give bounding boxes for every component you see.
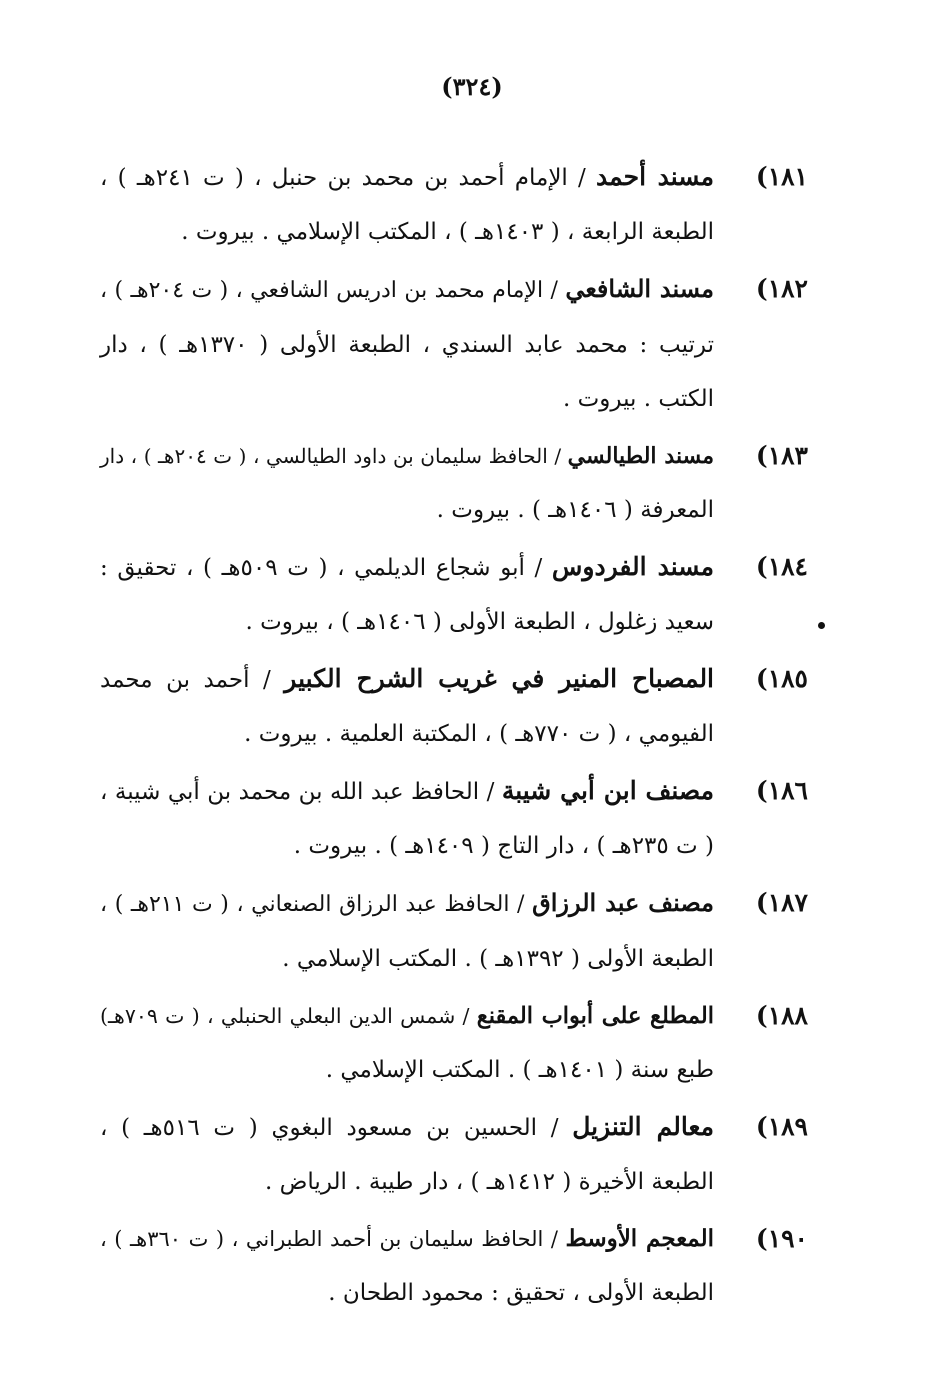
- entry-continuation-line: ( ت ٢٣٥هـ ) ، دار التاج ( ١٤٠٩هـ ) . بيروت .: [293, 833, 714, 859]
- entry-number: ١٨٢): [755, 274, 808, 303]
- entry-details: / أحمد بن محمد: [100, 667, 285, 693]
- entry-title: المطلع على أبواب المقنع: [476, 1003, 714, 1029]
- entry-number: ١٨٧): [755, 888, 808, 917]
- entry-first-line: [100, 150, 714, 205]
- entry-first-line: [100, 989, 714, 1043]
- entry-details: / الحسين بن مسعود البغوي ( ت ٥١٦هـ ) ،: [100, 1115, 573, 1141]
- entry-title: المعجم الأوسط: [565, 1225, 714, 1252]
- entry-number: ١٨٩): [755, 1112, 808, 1141]
- bibliography-entry: [100, 150, 808, 259]
- entry-continuation-line: الطبعة الأخيرة ( ١٤١٢هـ ) ، دار طيبة . الرياض .: [265, 1169, 714, 1195]
- entry-number: ١٨١): [755, 162, 808, 191]
- entry-details: / الإمام أحمد بن محمد بن حنبل ، ( ت ٢٤١هـ ) ،: [100, 165, 597, 191]
- entry-first-line: [100, 764, 714, 819]
- entry-details: / أبو شجاع الديلمي ، ( ت ٥٠٩هـ ) ، تحقيق :: [100, 555, 552, 581]
- entry-title: مسند الفردوس: [551, 552, 714, 581]
- entry-details: / الحافظ سليمان بن داود الطيالسي ، ( ت ٢٠٤هـ ) ، دار: [100, 444, 568, 468]
- entry-first-line: [100, 652, 714, 707]
- entry-continuation-line: الفيومي ، ( ت ٧٧٠هـ ) ، المكتبة العلمية . بيروت .: [244, 721, 714, 747]
- entry-title: معالم التنزيل: [572, 1112, 714, 1141]
- entry-first-line: [100, 1212, 714, 1266]
- bibliography-entry: [100, 989, 808, 1097]
- entry-title: مصنف عبد الرزاق: [532, 888, 715, 917]
- entry-title: مسند الطيالسي: [567, 443, 714, 469]
- entry-first-line: [100, 1100, 714, 1155]
- entry-continuation-line: الطبعة الأولى ، تحقيق : محمود الطحان .: [328, 1280, 714, 1306]
- entry-details: / الحافظ عبد الله بن محمد بن أبي شيبة ،: [100, 779, 502, 805]
- entry-continuation-line: الطبعة الأولى ( ١٣٩٢هـ ) . المكتب الإسلامي .: [282, 946, 714, 972]
- bibliography-entry: [100, 1100, 808, 1209]
- entry-title: مسند أحمد: [596, 162, 715, 191]
- entry-continuation-line: طبع سنة ( ١٤٠١هـ ) . المكتب الإسلامي .: [325, 1057, 714, 1083]
- entry-number: ١٩٠): [755, 1224, 808, 1253]
- bibliography-entry: [100, 429, 808, 537]
- entry-first-line: [100, 876, 714, 932]
- bibliography-list: [100, 150, 808, 1323]
- entry-title: مسند الشافعي: [565, 274, 714, 303]
- entry-number: ١٨٣): [755, 441, 808, 470]
- entry-continuation-line: الكتب . بيروت .: [563, 386, 714, 412]
- bibliography-entry: [100, 1212, 808, 1320]
- bibliography-entry: [100, 540, 808, 649]
- bibliography-entry: [100, 764, 808, 873]
- entry-first-line: [100, 429, 714, 483]
- entry-continuation-line: الطبعة الرابعة ، ( ١٤٠٣هـ ) ، المكتب الإسلامي . بيروت .: [181, 219, 714, 245]
- entry-number: ١٨٦): [755, 776, 808, 805]
- page-number: (٣٢٤): [441, 72, 503, 101]
- entry-number: ١٨٥): [755, 664, 808, 693]
- entry-title: مصنف ابن أبي شيبة: [501, 776, 714, 805]
- margin-dot: [818, 622, 825, 629]
- bibliography-entry: [100, 262, 808, 426]
- entry-continuation-line: ترتيب : محمد عابد السندي ، الطبعة الأولى ( ١٣٧٠هـ ) ، دار: [100, 332, 715, 358]
- entry-first-line: [100, 540, 714, 595]
- bibliography-entry: [100, 876, 808, 986]
- entry-number: ١٨٤): [755, 552, 808, 581]
- entry-details: / الإمام محمد بن ادريس الشافعي ، ( ت ٢٠٤هـ ) ،: [100, 278, 566, 303]
- entry-details: / الحافظ عبد الرزاق الصنعاني ، ( ت ٢١١هـ ) ،: [100, 892, 533, 917]
- entry-first-line: [100, 262, 714, 318]
- bibliography-entry: [100, 652, 808, 761]
- entry-continuation-line: سعيد زغلول ، الطبعة الأولى ( ١٤٠٦هـ ) ، بيروت .: [245, 609, 714, 635]
- entry-details: / الحافظ سليمان بن أحمد الطبراني ، ( ت ٣٦٠هـ ) ،: [100, 1227, 566, 1251]
- entry-details: / شمس الدين البعلي الحنبلي ، ( ت ٧٠٩هـ): [100, 1004, 477, 1028]
- entry-title: المصباح المنير في غريب الشرح الكبير: [284, 664, 715, 693]
- entry-continuation-line: المعرفة ( ١٤٠٦هـ ) . بيروت .: [436, 497, 714, 523]
- entry-number: ١٨٨): [755, 1001, 808, 1030]
